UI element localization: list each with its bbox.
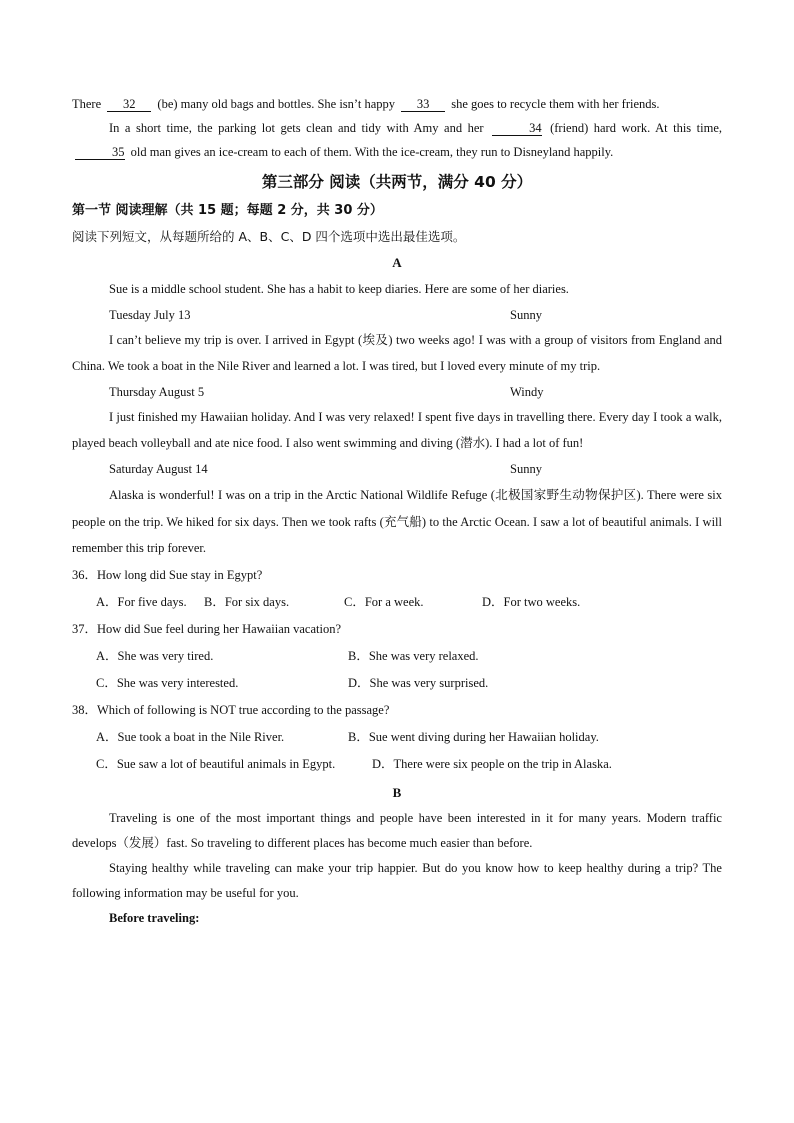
section1-title: 第一节 阅读理解（共 15 题；每题 2 分，共 30 分） [72,203,383,218]
diary-2-header [72,379,722,405]
option-b: B．She was very relaxed. [348,648,479,663]
diary-1-header [72,302,722,328]
option-d: D．For two weeks. [482,594,581,609]
diary-3-header [72,456,722,482]
blank-32: 32 [107,97,151,112]
part3-title: 第三部分 阅读（共两节，满分 40 分） [261,173,533,191]
cloze-paragraph-1 [72,92,722,116]
question-38: 38．Which of following is NOT true according to the passage? [72,702,390,717]
question-37-options-cd [72,670,722,697]
exam-page [72,92,722,931]
cloze-text: In a short time, the parking lot gets clean and tidy with Amy and her [109,121,484,135]
cloze-text: (friend) hard work. At this time, [550,121,723,135]
cloze-text: There [72,97,102,111]
diary-3-text: Alaska is wonderful! I was on a trip in the Arctic National Wildlife Refuge (北极国家野生动物保护区). There were six people on the trip. We hiked for six days. Then we took rafts (充气船) to the Arctic Ocean. I saw a lot of beautiful animals. I will remember this trip forever. [72,488,722,555]
option-b: B．For six days. [204,594,290,609]
question-38-options-ab [72,724,722,751]
cloze-text: she goes to recycle them with her friends. [451,97,660,111]
blank-35: 35 [75,145,125,160]
cloze-text: (be) many old bags and bottles. She isn’t happy [157,97,395,111]
diary-date: Saturday August 14 [109,462,208,476]
passage-a-intro: Sue is a middle school student. She has a habit to keep diaries. Here are some of her diaries. [109,282,569,296]
instruction: 阅读下列短文，从每题所给的 A、B、C、D 四个选项中选出最佳选项。 [72,229,466,244]
diary-2-text: I just finished my Hawaiian holiday. And I was very relaxed! I spent five days in travelling there. Every day I took a walk, played beach volleyball and ate nice food. I also went swimming and diving (潜水). I had a lot of fun! [72,410,722,450]
blank-34: 34 [492,121,542,136]
passage-a-label: A [392,255,402,270]
passage-b-label: B [392,784,402,800]
option-c: C．For a week. [344,594,424,609]
diary-date: Thursday August 5 [109,385,205,399]
cloze-text: old man gives an ice-cream to each of them. With the ice-cream, they run to Disneyland happily. [130,145,614,159]
diary-1-text: I can’t believe my trip is over. I arrived in Egypt (埃及) two weeks ago! I was with a group of visitors from England and China. We took a boat in the Nile River and learned a lot. I was tired, but I loved every minute of my trip. [72,333,722,373]
option-a: A．For five days. [96,594,187,609]
diary-weather: Sunny [510,462,542,476]
option-d: D．She was very surprised. [348,675,489,690]
diary-date: Tuesday July 13 [109,308,191,322]
option-a: A．Sue took a boat in the Nile River. [96,729,285,744]
diary-weather: Sunny [510,308,542,322]
blank-33: 33 [401,97,445,112]
cloze-paragraph-2 [72,116,722,164]
option-d: D．There were six people on the trip in Alaska. [372,756,612,771]
option-b: B．Sue went diving during her Hawaiian holiday. [348,729,599,744]
option-a: A．She was very tired. [96,648,214,663]
diary-weather: Windy [510,385,544,399]
question-37-options-ab [72,643,722,670]
question-37: 37．How did Sue feel during her Hawaiian vacation? [72,621,342,636]
question-36: 36．How long did Sue stay in Egypt? [72,567,263,582]
option-c: C．She was very interested. [96,675,239,690]
passage-b-paragraph-1: Traveling is one of the most important things and people have been interested in it for many years. Modern traffic develops（发展）fast. So traveling to different places has become much easier than before. [72,810,722,850]
question-38-options-cd [72,751,722,778]
passage-b-subheading: Before traveling: [109,910,200,925]
option-c: C．Sue saw a lot of beautiful animals in Egypt. [96,756,336,771]
passage-b-paragraph-2: Staying healthy while traveling can make your trip happier. But do you know how to keep healthy during a trip? The following information may be useful for you. [72,860,722,900]
question-36-options [72,589,722,616]
